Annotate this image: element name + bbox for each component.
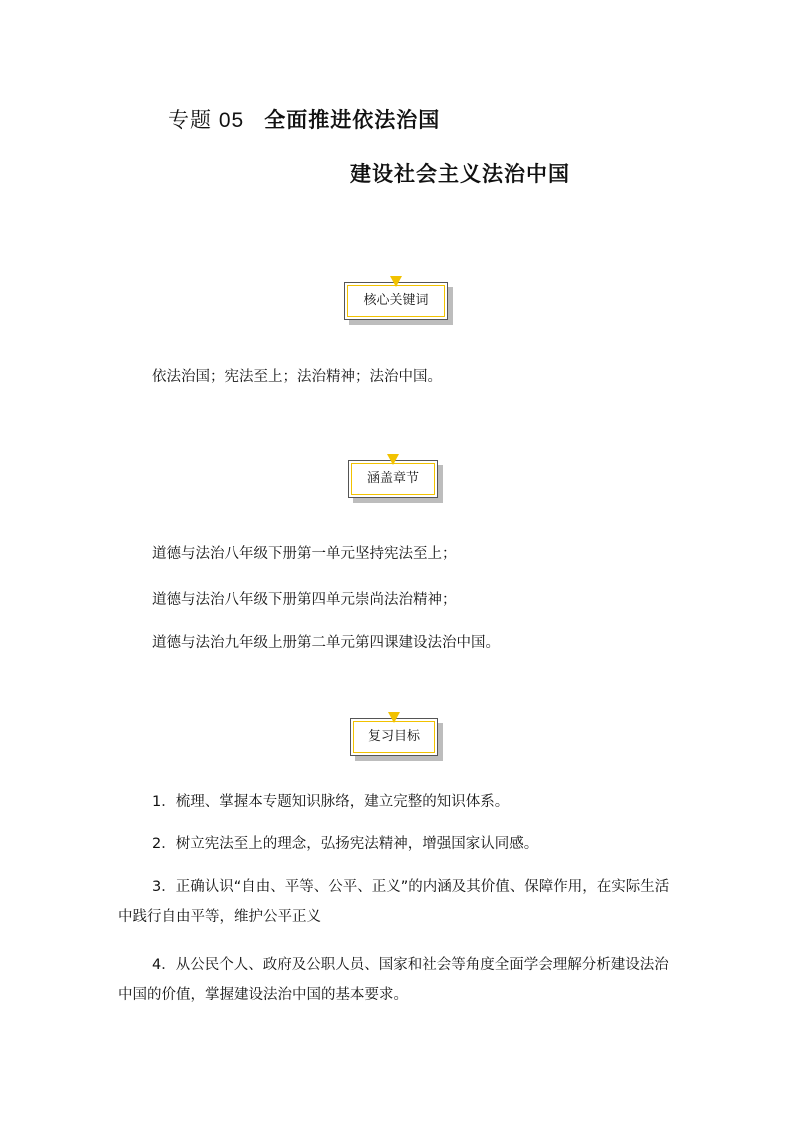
goal-item: 4．从公民个人、政府及公职人员、国家和社会等角度全面学会理解分析建设法治中国的价值，掌握建设法治中国的基本要求。 (118, 957, 669, 1003)
chapter-line: 道德与法治九年级上册第二单元第四课建设法治中国。 (152, 635, 500, 651)
topic-title: 全面推进依法治国 (264, 108, 441, 132)
section-heading-chapters (348, 460, 438, 498)
chapter-line: 道德与法治八年级下册第四单元崇尚法治精神； (152, 592, 457, 608)
triangle-marker-icon (390, 276, 402, 287)
section-heading-keywords (344, 282, 448, 320)
section-heading-label: 核心关键词 (363, 293, 429, 308)
goal-item: 3．正确认识“自由、平等、公平、正义”的内涵及其价值、保障作用，在实际生活中践行自由平等，维护公平正义 (118, 879, 670, 925)
section-heading-label: 涵盖章节 (366, 471, 419, 486)
goal-item: 1．梳理、掌握本专题知识脉络，建立完整的知识体系。 (152, 794, 510, 810)
triangle-marker-icon (387, 454, 399, 465)
goal-item: 2．树立宪法至上的理念，弘扬宪法精神，增强国家认同感。 (152, 836, 539, 852)
page-title-line-1 (168, 104, 440, 134)
page-title-line-2: 建设社会主义法治中国 (350, 162, 570, 186)
section-heading-label: 复习目标 (367, 729, 420, 744)
triangle-marker-icon (388, 712, 400, 723)
chapter-line: 道德与法治八年级下册第一单元坚持宪法至上； (152, 546, 457, 562)
section-heading-goals (350, 718, 438, 756)
keywords-text: 依法治国；宪法至上；法治精神；法治中国。 (152, 369, 442, 385)
topic-number: 专题 05 (168, 109, 245, 132)
